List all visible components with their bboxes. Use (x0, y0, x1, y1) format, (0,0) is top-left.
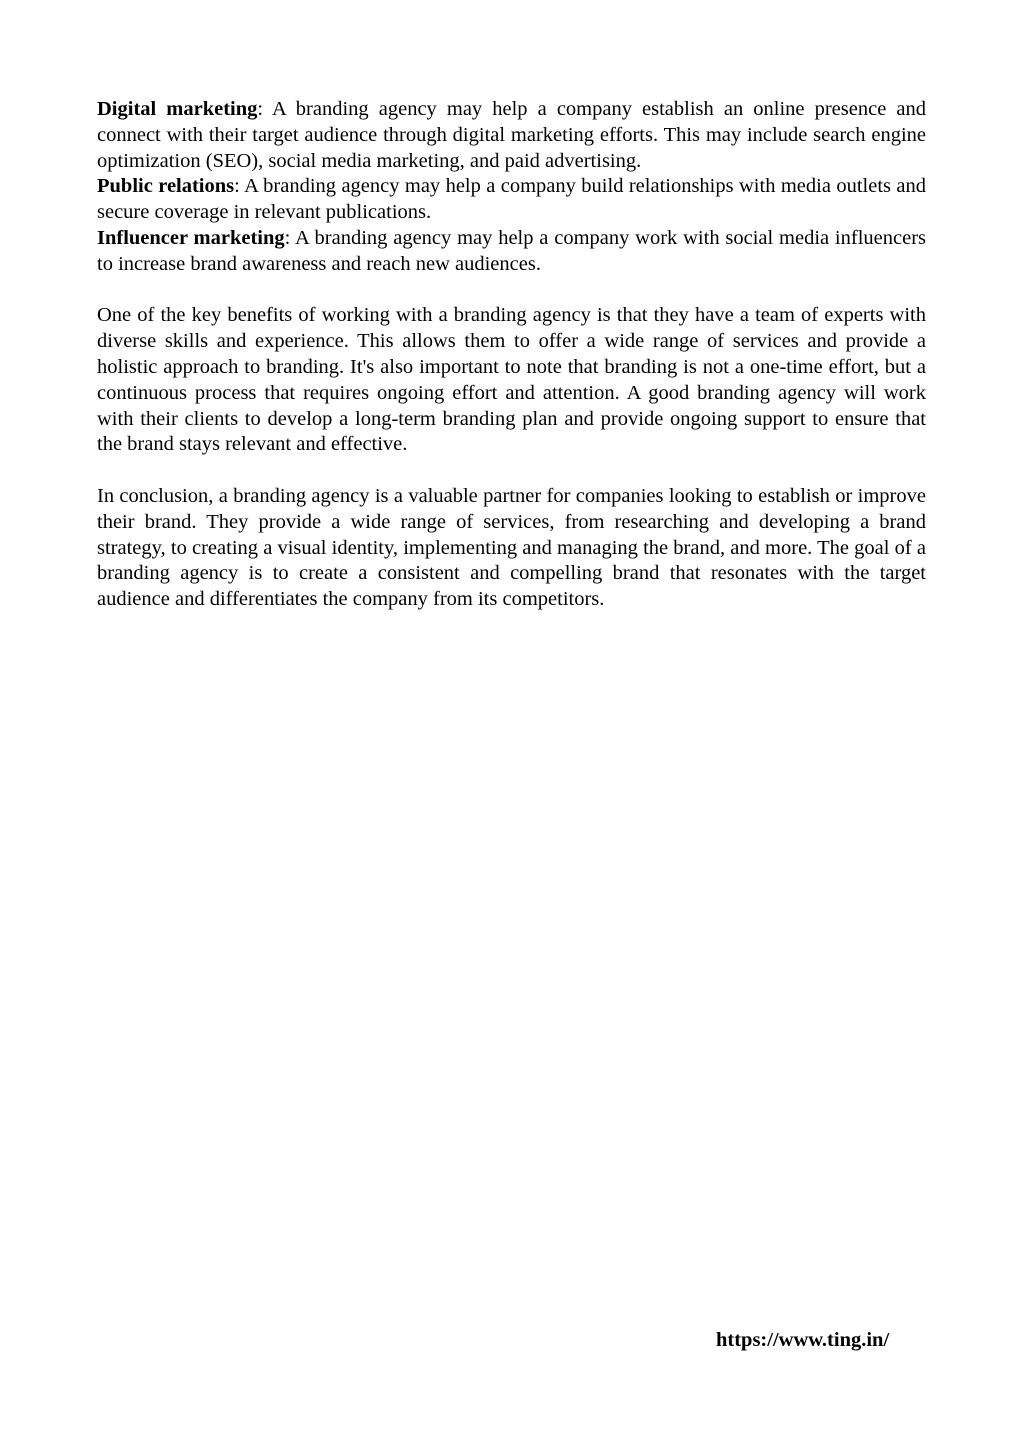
benefits-paragraph: One of the key benefits of working with a branding agency is that they have a team of experts with diverse skills and experience. This allows them to offer a wide range of services and provide a holistic approach to branding. It's also important to note that branding is not a one-time effort, but a continuous process that requires ongoing effort and attention. A good branding agency will work with their clients to develop a long-term branding plan and provide ongoing support to ensure that the brand stays relevant and effective. (97, 304, 926, 456)
service-term: Public relations (97, 175, 235, 198)
service-term: Influencer marketing (97, 226, 285, 249)
service-description: : A branding agency may help a company work with social media influencers to increase brand awareness and reach new audiences. (97, 226, 927, 275)
footer-website-link[interactable]: https://www.ting.in/ (716, 1329, 890, 1351)
service-item-digital-marketing (97, 97, 926, 174)
service-term: Digital marketing (97, 98, 258, 120)
document-body (97, 97, 926, 613)
service-item-influencer-marketing (97, 226, 926, 278)
service-description: : A branding agency may help a company establish an online presence and connect with their target audience through digital marketing efforts. This may include search engine optimization (SEO), social media marketing, and paid advertising. (97, 98, 926, 172)
service-description: : A branding agency may help a company build relationships with media outlets and secure coverage in relevant publications. (97, 175, 926, 224)
service-item-public-relations (97, 174, 926, 226)
conclusion-paragraph: In conclusion, a branding agency is a valuable partner for companies looking to establish or improve their brand. They provide a wide range of services, from researching and developing a brand strategy, to creating a visual identity, implementing and managing the brand, and more. The goal of a branding agency is to create a consistent and compelling brand that resonates with the target audience and differentiates the company from its competitors. (97, 484, 926, 611)
